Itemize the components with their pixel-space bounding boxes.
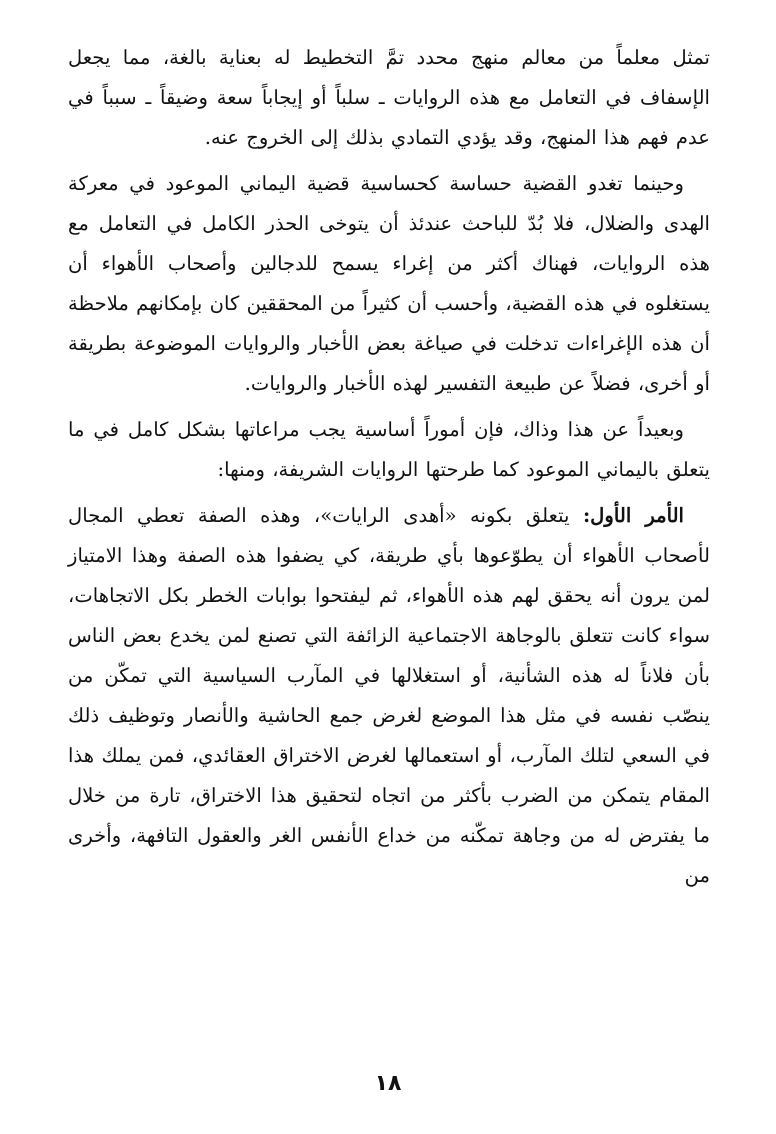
paragraph-1 [68, 38, 710, 158]
paragraph-4 [68, 496, 710, 896]
paragraph-3-text: وبعيداً عن هذا وذاك، فإن أموراً أساسية يجب مراعاتها بشكل كامل في ما يتعلق باليماني الموعود كما طرحتها الروايات الشريفة، ومنها: [68, 418, 710, 481]
page-number: ١٨ [374, 1071, 402, 1096]
body-text [68, 38, 710, 896]
paragraph-1-text: تمثل معلماً من معالم منهج محدد تمَّ التخطيط له بعناية بالغة، مما يجعل الإسفاف في التعامل مع هذه الروايات ـ سلباً أو إيجاباً سعة وضيقاً ـ سبباً في عدم فهم هذا المنهج، وقد يؤدي التمادي بذلك إلى الخروج عنه. [68, 46, 710, 149]
paragraph-2 [68, 164, 710, 404]
paragraph-3 [68, 410, 710, 490]
paragraph-4-text: يتعلق بكونه «أهدى الرايات»، وهذه الصفة تعطي المجال لأصحاب الأهواء أن يطوّعوها بأي طريقة، كي يضفوا هذه الصفة وهذا الامتياز لمن يرون أنه يحقق لهم هذه الأهواء، ثم ليفتحوا بوابات الخطر بكل الاتجاهات، سواء كانت تتعلق بالوجاهة الاجتماعية الزائفة التي تصنع لمن يخدع بعض الناس بأن فلاناً له هذه الشأنية، أو استغلالها في المآرب السياسية التي تمكّن من ينصّب نفسه في مثل هذا الموضع لغرض جمع الحاشية والأنصار وتوظيف ذلك في السعي لتلك المآرب، أو استعمالها لغرض الاختراق العقائدي، فمن يملك هذا المقام يتمكن من الضرب بأكثر من اتجاه لتحقيق هذا الاختراق، تارة من خلال ما يفترض له من وجاهة تمكّنه من خداع الأنفس الغر والعقول التافهة، وأخرى من [68, 504, 710, 887]
paragraph-2-text: وحينما تغدو القضية حساسة كحساسية قضية اليماني الموعود في معركة الهدى والضلال، فلا بُدّ للباحث عندئذ أن يتوخى الحذر الكامل في التعامل مع هذه الروايات، فهناك أكثر من إغراء يسمح للدجالين وأصحاب الأهواء أن يستغلوه في هذه القضية، وأحسب أن كثيراً من المحققين كان بإمكانهم ملاحظة أن هذه الإغراءات تدخلت في صياغة بعض الأخبار والروايات الموضوعة بطريقة أو أخرى، فضلاً عن طبيعة التفسير لهذه الأخبار والروايات. [68, 172, 710, 395]
paragraph-4-lead: الأمر الأول: [582, 504, 685, 527]
